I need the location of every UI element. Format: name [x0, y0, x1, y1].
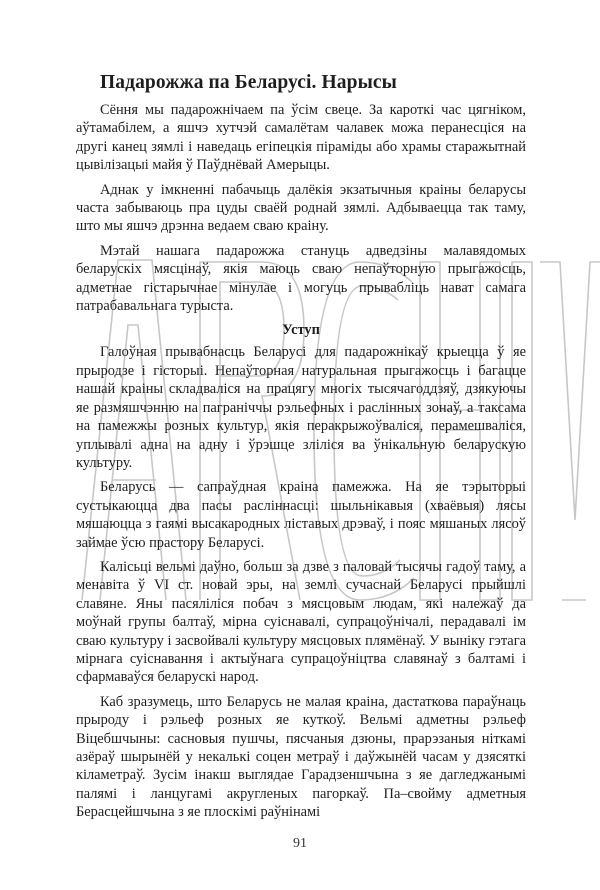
- paragraph: Сёння мы падарожнічаем па ўсім свеце. За кароткі час цягніком, аўтамабілем, а яшчэ хутчэй самалётам чалавек можа перанесціся на другі канец зямлі і наведаць егіпецкія піраміды або храмы старажытнай цывілізацыі майя ў Паўднёвай Амерыцы.: [76, 102, 526, 174]
- section-heading: Уступ: [282, 322, 320, 339]
- paragraph: Беларусь — сапраўдная краіна памежжа. На яе тэрыторыі сустыкаюцца два пасы расліннасці: шыльнікавыя (хваёвыя) лясы мяшаюцца з гаямі высакародных ліставых дрэваў, і пояс мяшаных лясоў займае ўсю прастору Беларусі.: [76, 479, 526, 551]
- document-body: [76, 70, 526, 828]
- page-number: 91: [293, 836, 307, 851]
- paragraph: Калісьці вельмі даўно, больш за дзве з паловай тысячы гадоў таму, а менавіта ў VI ст. новай эры, на землі сучаснай Беларусі прыйшлі славяне. Яны пасяліліся побач з мясцовым людам, які належаў да моўнай групы балтаў, мірна суіснавалі, супрацоўнічалі, перадавалі ім сваю культуру і засвойвалі культуру мясцовых плямёнаў. У выніку гэтага мірнага суіснавання і актыўнага супрацоўніцтва славянаў з балтамі і сфармаваўся беларускі народ.: [76, 558, 526, 686]
- paragraph: Каб зразумець, што Беларусь не малая краіна, дастаткова параўнаць прыроду і рэльеф розных яе куткоў. Вельмі адметны рэльеф Віцебшчыны: сасновыя пушчы, пясчаныя дзюны, прарэзаныя ніткамі азёраў шырынёй у некалькі соцен метраў і даўжынёй часам у дзясяткі кіламетраў. Зусім інакш выглядае Гарадзеншчына з яе дагледжанымі палямі і ланцугамі акругленых пагоркаў. Па–свойму адметныя Берасцейшчына з яе плоскімі раўнінамі: [76, 693, 526, 821]
- paragraph: Мэтай нашага падарожжа стануць адведзіны малавядомых беларускіх мясцінаў, якія маюць сваю непаўторную прыгажосць, адметнае гістарычнае мінулае і могуць прываблiць нават самага патрабавальнага турыста.: [76, 242, 526, 315]
- paragraph: Аднак у імкненні пабачыць далёкія экзатычныя краіны беларусы часта забываюць пра цуды сваёй роднай зямлі. Адбываецца так таму, што мы яшчэ дрэнна ведаем сваю краіну.: [76, 181, 526, 235]
- paragraph: Галоўная прывабнасць Беларусі для падарожнікаў крыецца ў яе прыродзе і гісторыі. Непаўторная натуральная прыгажосць і багацце нашай краіны складваліся на працягу многіх тысячагоддзяў, дзякуючы яе размяшчэнню на пагранiччы рэльефных і раслінных зонаў, а таксама на памежжы розных культур, якія перакрыжоўваліся, перамешваліся, уплывалі адна на адну і ўрэшце зліліся ва ўнікальную беларускую культуру.: [76, 344, 526, 471]
- chapter-title: Падарожжа па Беларусі. Нарысы: [100, 72, 397, 93]
